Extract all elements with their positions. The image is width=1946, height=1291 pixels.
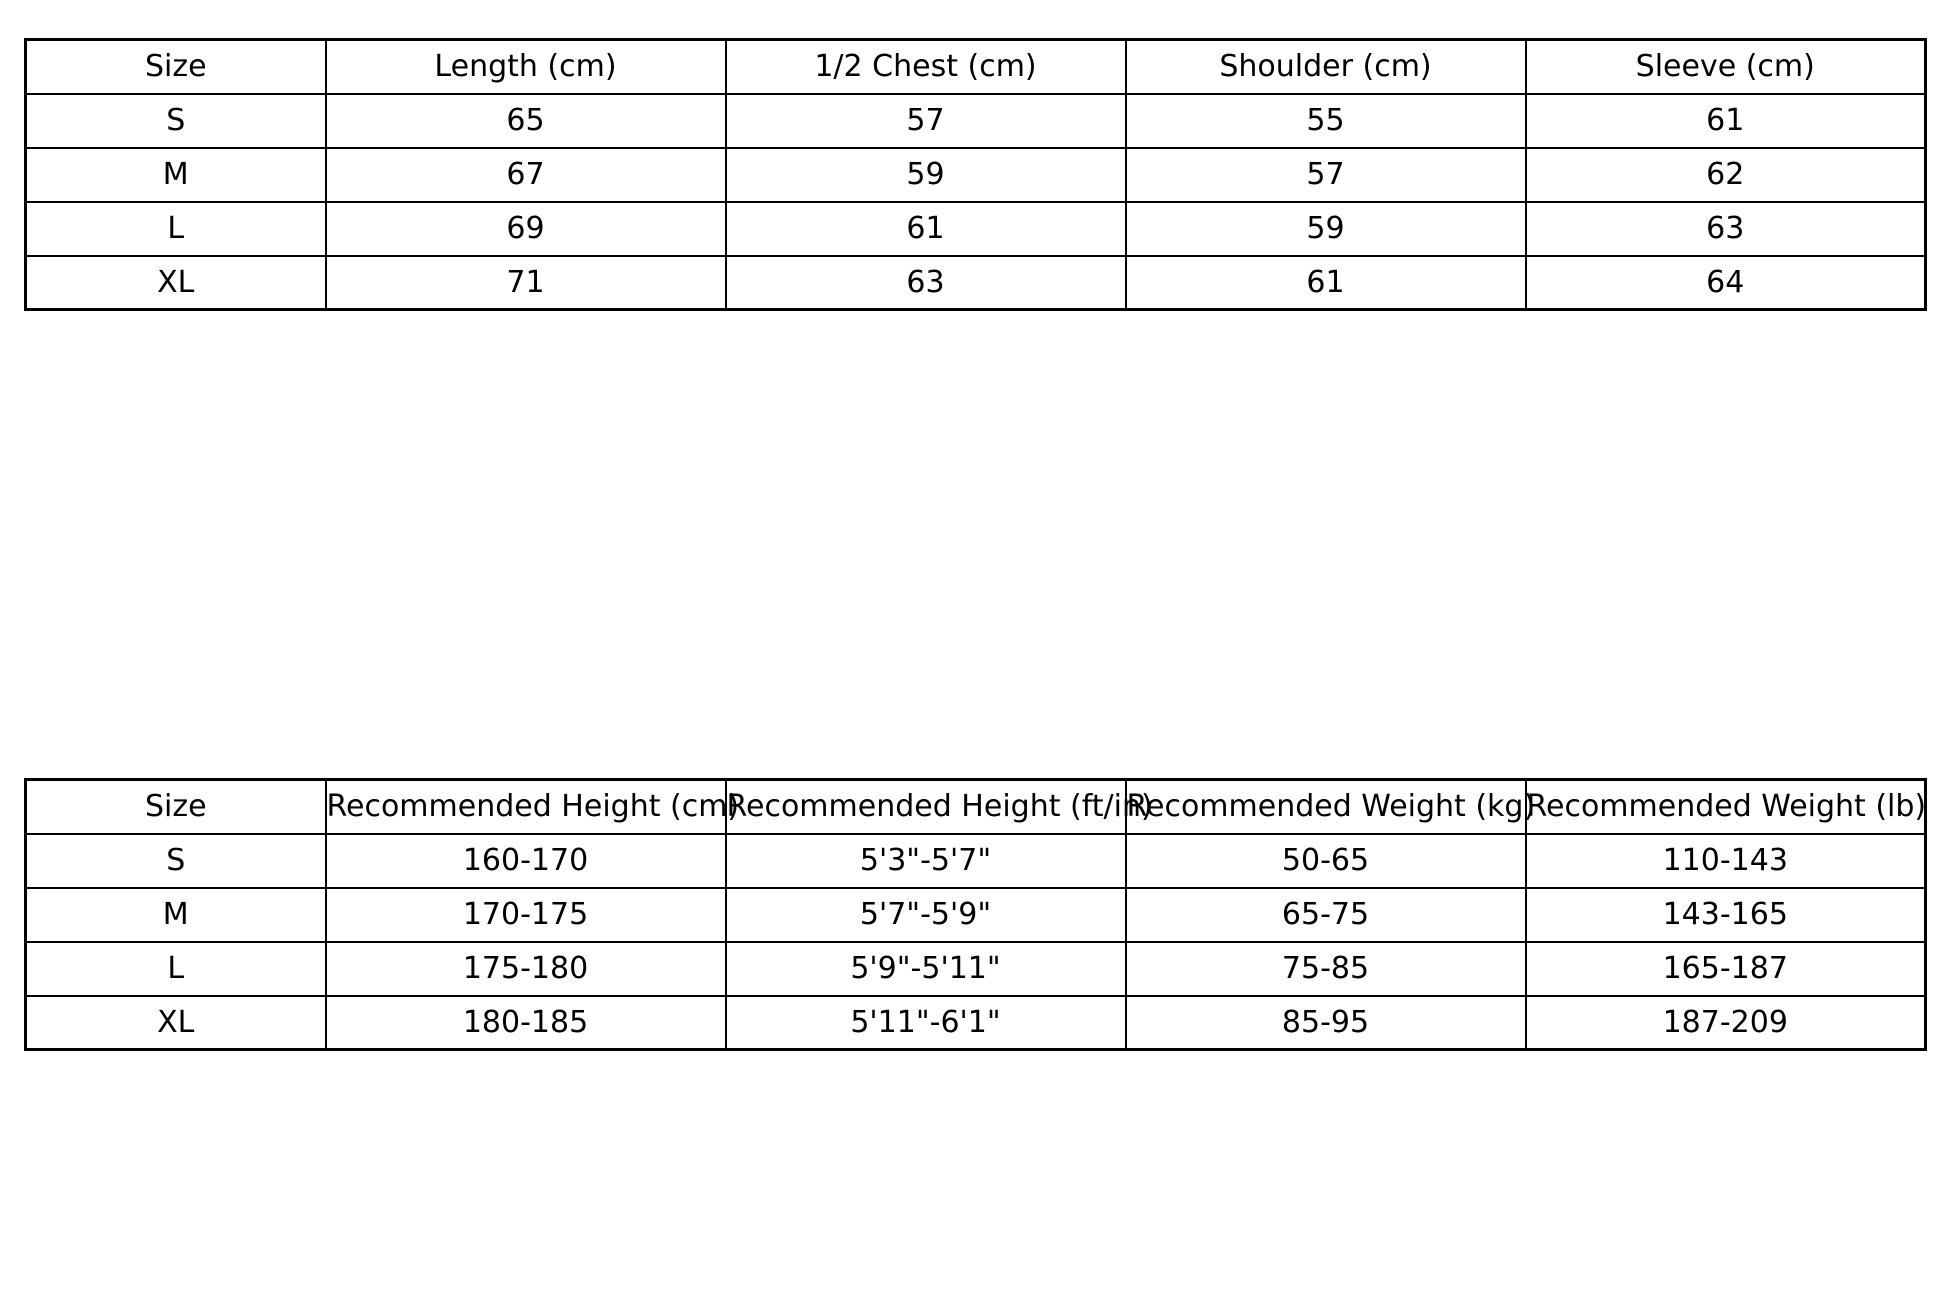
cell-shoulder: 55 — [1126, 94, 1526, 148]
cell-shoulder: 57 — [1126, 148, 1526, 202]
cell-height-ftin: 5'11"-6'1" — [726, 996, 1126, 1050]
column-header-recommended-height-ftin — [726, 780, 1153, 834]
cell-height-cm: 170-175 — [326, 888, 726, 942]
cell-height-cm: 175-180 — [326, 942, 726, 996]
cell-length: 71 — [326, 256, 726, 310]
column-header-sleeve: Sleeve (cm) — [1526, 40, 1926, 94]
cell-shoulder: 59 — [1126, 202, 1526, 256]
cell-weight-lb: 165-187 — [1526, 942, 1926, 996]
column-header-size: Size — [26, 40, 326, 94]
cell-half-chest: 63 — [726, 256, 1126, 310]
cell-size: XL — [26, 256, 326, 310]
column-header-recommended-height-ftin-text: Recommended Height (ft/in) — [726, 789, 1153, 825]
column-header-recommended-height-cm — [326, 780, 740, 834]
recommended-fit-table — [24, 778, 1927, 1051]
table-header-row — [26, 780, 1926, 834]
cell-size: M — [26, 888, 326, 942]
column-header-recommended-weight-kg-text: Recommended Weight (kg) — [1126, 789, 1536, 825]
column-header-half-chest: 1/2 Chest (cm) — [726, 40, 1126, 94]
cell-weight-lb: 187-209 — [1526, 996, 1926, 1050]
cell-length: 69 — [326, 202, 726, 256]
cell-half-chest: 61 — [726, 202, 1126, 256]
cell-size: M — [26, 148, 326, 202]
table-row — [26, 94, 1926, 148]
table-row — [26, 996, 1926, 1050]
column-header-recommended-height-cm-text: Recommended Height (cm) — [326, 789, 740, 825]
cell-weight-lb: 110-143 — [1526, 834, 1926, 888]
column-header-shoulder: Shoulder (cm) — [1126, 40, 1526, 94]
table-row — [26, 834, 1926, 888]
cell-half-chest: 59 — [726, 148, 1126, 202]
cell-weight-kg: 85-95 — [1126, 996, 1526, 1050]
cell-half-chest: 57 — [726, 94, 1126, 148]
column-header-recommended-weight-lb-text: Recommended Weight (lb) — [1526, 789, 1927, 825]
column-header-recommended-weight-kg — [1126, 780, 1536, 834]
cell-size: XL — [26, 996, 326, 1050]
column-header-length: Length (cm) — [326, 40, 726, 94]
cell-size: L — [26, 942, 326, 996]
cell-height-cm: 180-185 — [326, 996, 726, 1050]
table-row — [26, 148, 1926, 202]
table-row — [26, 202, 1926, 256]
cell-height-cm: 160-170 — [326, 834, 726, 888]
cell-weight-kg: 50-65 — [1126, 834, 1526, 888]
cell-size: S — [26, 94, 326, 148]
cell-weight-kg: 75-85 — [1126, 942, 1526, 996]
cell-height-ftin: 5'7"-5'9" — [726, 888, 1126, 942]
cell-length: 65 — [326, 94, 726, 148]
cell-weight-lb: 143-165 — [1526, 888, 1926, 942]
cell-sleeve: 63 — [1526, 202, 1926, 256]
cell-size: L — [26, 202, 326, 256]
cell-shoulder: 61 — [1126, 256, 1526, 310]
cell-length: 67 — [326, 148, 726, 202]
table-row — [26, 256, 1926, 310]
cell-sleeve: 61 — [1526, 94, 1926, 148]
column-header-size: Size — [26, 780, 326, 834]
column-header-recommended-weight-lb — [1526, 780, 1926, 834]
cell-size: S — [26, 834, 326, 888]
table-row — [26, 942, 1926, 996]
cell-weight-kg: 65-75 — [1126, 888, 1526, 942]
cell-height-ftin: 5'3"-5'7" — [726, 834, 1126, 888]
cell-height-ftin: 5'9"-5'11" — [726, 942, 1126, 996]
table-header-row — [26, 40, 1926, 94]
cell-sleeve: 62 — [1526, 148, 1926, 202]
garment-measurements-table — [24, 38, 1927, 311]
cell-sleeve: 64 — [1526, 256, 1926, 310]
table-row — [26, 888, 1926, 942]
